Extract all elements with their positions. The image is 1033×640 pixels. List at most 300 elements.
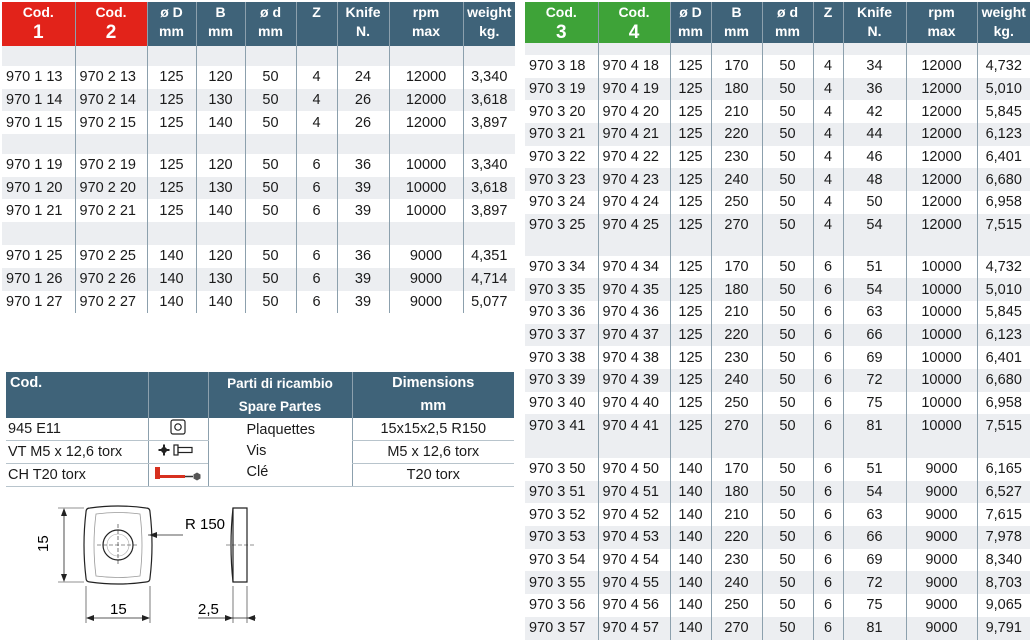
table-row <box>525 123 1030 146</box>
table-cell: 50 <box>762 369 813 392</box>
table-cell: 125 <box>670 256 711 279</box>
table-cell: 69 <box>843 549 906 572</box>
table-cell: 250 <box>711 392 762 415</box>
table-cell: 140 <box>670 594 711 617</box>
spare-name: Plaquettes <box>246 422 316 438</box>
table-cell: 970 3 40 <box>529 394 586 411</box>
table-cell: 36 <box>337 154 389 177</box>
table-cell: 4,732 <box>977 55 1030 78</box>
table-cell: 81 <box>843 617 906 640</box>
table-cell: 125 <box>670 55 711 78</box>
table-cell: 970 4 40 <box>598 392 670 415</box>
table-cell: 125 <box>670 123 711 146</box>
column-header-line1: Cod. <box>95 4 127 20</box>
table-cell: 970 4 38 <box>598 346 670 369</box>
table-cell: 10000 <box>906 278 977 301</box>
table-cell: 970 2 20 <box>75 177 147 200</box>
column-header-line1: weight <box>467 4 512 20</box>
table-cell: 50 <box>245 245 296 268</box>
table-cod-1-2 <box>2 2 515 313</box>
table-cell: 140 <box>670 571 711 594</box>
table-cell: 10000 <box>389 154 463 177</box>
table-cell: 970 3 51 <box>525 481 598 504</box>
table-cell: 970 4 19 <box>598 78 670 101</box>
table-cell: 6 <box>813 526 843 549</box>
table-cell: 6,680 <box>977 369 1030 392</box>
column-header-line2: mm <box>775 23 800 39</box>
table-cell: 50 <box>245 291 296 314</box>
table-cell: 66 <box>843 526 906 549</box>
table-cell: 50 <box>762 481 813 504</box>
table-cell: 970 1 15 <box>6 114 63 131</box>
column-header <box>147 2 196 46</box>
table-cell: 970 3 57 <box>525 617 598 640</box>
table-cell: 220 <box>711 123 762 146</box>
spare-header-icon <box>148 372 208 418</box>
table-cell: 4 <box>813 214 843 237</box>
table-cell: 6 <box>813 458 843 481</box>
spare-dim: T20 torx <box>352 464 514 487</box>
table-cell: 125 <box>147 199 196 222</box>
table-cell: 270 <box>711 414 762 437</box>
column-header-line2: kg. <box>479 23 500 39</box>
table-cell: 7,615 <box>977 503 1030 526</box>
column-header-line1: weight <box>981 4 1026 20</box>
table-cell: 240 <box>711 369 762 392</box>
table-cell: 125 <box>670 324 711 347</box>
column-header <box>843 2 906 43</box>
table-cell: 970 1 20 <box>2 177 75 200</box>
table-cell: 970 3 54 <box>529 552 586 569</box>
column-header-line1: ø D <box>160 4 183 20</box>
column-header-line1: ø d <box>777 4 798 20</box>
spare-code: VT M5 x 12,6 torx <box>6 441 148 464</box>
table-cell: 970 3 18 <box>529 58 586 75</box>
table-cell: 270 <box>711 214 762 237</box>
table-cell: 8,703 <box>977 571 1030 594</box>
table-cell: 970 2 27 <box>75 291 147 314</box>
table-cell: 970 1 21 <box>6 202 63 219</box>
column-header-line1: rpm <box>412 4 440 20</box>
table-cell: 970 2 15 <box>75 111 147 134</box>
table-cell: 50 <box>762 123 813 146</box>
table-cell: 230 <box>711 346 762 369</box>
table-row <box>525 414 1030 437</box>
table-row <box>525 146 1030 169</box>
column-header <box>525 2 598 43</box>
height-dimension: 15 <box>35 535 52 552</box>
table-cell: 9000 <box>906 503 977 526</box>
table-cell: 170 <box>711 458 762 481</box>
table-cell: 6 <box>813 571 843 594</box>
table-cell: 140 <box>147 268 196 291</box>
table-cell: 10000 <box>906 414 977 437</box>
table-cell: 970 4 50 <box>598 458 670 481</box>
table-cell: 3,340 <box>463 66 515 89</box>
table-cell: 12000 <box>906 78 977 101</box>
table-cell: 12000 <box>906 214 977 237</box>
table-cell: 12000 <box>906 123 977 146</box>
table-cell: 39 <box>337 199 389 222</box>
column-header <box>2 2 75 46</box>
table-cell: 50 <box>245 66 296 89</box>
table-cell: 140 <box>670 503 711 526</box>
table-cell: 140 <box>670 526 711 549</box>
table-row <box>2 245 515 268</box>
table-cell: 6 <box>813 392 843 415</box>
table-cell: 140 <box>670 481 711 504</box>
table-cell: 12000 <box>389 66 463 89</box>
table-cell: 50 <box>762 278 813 301</box>
table-cell: 970 3 55 <box>525 571 598 594</box>
table-cell: 54 <box>843 214 906 237</box>
table-cell: 970 3 22 <box>529 149 586 166</box>
table-cell: 970 4 21 <box>598 123 670 146</box>
table-cell: 6,401 <box>977 346 1030 369</box>
table-cell: 6 <box>813 346 843 369</box>
table-cell: 46 <box>843 146 906 169</box>
table-cell: 970 2 26 <box>75 268 147 291</box>
table-cell: 4 <box>813 55 843 78</box>
table-cell: 50 <box>762 214 813 237</box>
table-cell: 970 1 26 <box>2 268 75 291</box>
table-cell: 4,351 <box>463 245 515 268</box>
table-cell: 6 <box>813 369 843 392</box>
table-cell: 75 <box>843 594 906 617</box>
table-cell: 39 <box>337 268 389 291</box>
table-cell: 970 3 37 <box>525 324 598 347</box>
spare-dim: M5 x 12,6 torx <box>352 441 514 464</box>
table-row <box>2 199 515 222</box>
table-cell: 6 <box>813 278 843 301</box>
table-cell: 50 <box>762 346 813 369</box>
table-cell: 50 <box>762 301 813 324</box>
table-cell: 125 <box>670 369 711 392</box>
column-header <box>463 2 515 46</box>
table-cell: 10000 <box>906 346 977 369</box>
table-cell: 50 <box>245 89 296 112</box>
table-cell: 6 <box>296 245 337 268</box>
table-cell: 9000 <box>906 571 977 594</box>
table-cell: 54 <box>843 481 906 504</box>
table-cell: 7,515 <box>977 214 1030 237</box>
column-header <box>762 2 813 43</box>
table-cell: 970 3 35 <box>525 278 598 301</box>
table-cell: 970 4 56 <box>598 594 670 617</box>
table-row <box>2 154 515 177</box>
table-cell: 50 <box>762 324 813 347</box>
table-row <box>525 369 1030 392</box>
spare-code: 945 E11 <box>6 418 148 441</box>
column-header-line1: B <box>731 4 742 20</box>
table-cell: 24 <box>337 66 389 89</box>
table-cell: 270 <box>711 617 762 640</box>
column-header-line2: mm <box>258 23 283 39</box>
table-cell: 970 3 23 <box>525 168 598 191</box>
table-cell: 6,680 <box>977 168 1030 191</box>
table-cell: 6,958 <box>977 191 1030 214</box>
table-cell: 10000 <box>389 199 463 222</box>
table-cell: 51 <box>843 256 906 279</box>
column-header <box>906 2 977 43</box>
table-cell: 6,958 <box>977 392 1030 415</box>
column-header-line2: 2 <box>105 22 117 43</box>
table-cell: 140 <box>196 291 245 314</box>
table-cell: 50 <box>762 392 813 415</box>
table-cell: 970 4 54 <box>598 549 670 572</box>
table-cell: 4 <box>296 66 337 89</box>
table-cell: 130 <box>196 89 245 112</box>
table-cell: 50 <box>762 146 813 169</box>
table-cell: 130 <box>196 268 245 291</box>
table-row <box>525 214 1030 237</box>
table-cell: 170 <box>711 55 762 78</box>
table-cell: 51 <box>843 458 906 481</box>
table-cell: 9000 <box>906 617 977 640</box>
table-cell: 3,618 <box>463 89 515 112</box>
table-cell: 240 <box>711 168 762 191</box>
table-cell: 9000 <box>906 458 977 481</box>
table-cell: 50 <box>762 594 813 617</box>
table-cell: 12000 <box>906 146 977 169</box>
table-cell: 6 <box>813 414 843 437</box>
column-header-line2: max <box>411 23 441 39</box>
table-cell: 10000 <box>906 369 977 392</box>
column-header-line1: Knife <box>857 4 892 20</box>
table-cell: 12000 <box>389 89 463 112</box>
table-row <box>2 268 515 291</box>
spare-parts-table <box>6 372 514 487</box>
table-cell: 970 3 34 <box>529 258 586 275</box>
table-row <box>525 594 1030 617</box>
spare-header-dim-line1: Dimensions <box>392 375 475 391</box>
table-cell: 9000 <box>389 291 463 314</box>
table-cell: 7,515 <box>977 414 1030 437</box>
spare-header-dim-line2: mm <box>420 398 447 414</box>
table-cell: 125 <box>147 89 196 112</box>
table-cell: 39 <box>337 291 389 314</box>
column-header <box>977 2 1030 43</box>
column-header-line1: ø D <box>679 4 702 20</box>
table-cell: 970 3 39 <box>525 369 598 392</box>
spare-name: Clé <box>246 464 269 480</box>
table-cell: 970 2 14 <box>75 89 147 112</box>
table-cell: 69 <box>843 346 906 369</box>
table-cell: 50 <box>245 177 296 200</box>
column-header-line2: mm <box>208 23 233 39</box>
table-row <box>525 392 1030 415</box>
table-cell: 42 <box>843 100 906 123</box>
table-cell: 3,618 <box>463 177 515 200</box>
table-cell: 6,527 <box>977 481 1030 504</box>
column-header-line2: 4 <box>628 22 640 43</box>
table-cell: 50 <box>762 100 813 123</box>
table-cell: 26 <box>337 89 389 112</box>
table-cell: 970 4 39 <box>598 369 670 392</box>
table-cell: 230 <box>711 146 762 169</box>
table-cell: 6 <box>813 324 843 347</box>
table-cell: 4 <box>296 89 337 112</box>
table-cell: 6 <box>813 256 843 279</box>
column-header-line1: Cod. <box>545 4 577 20</box>
table-cell: 26 <box>337 111 389 134</box>
table-cell: 970 2 25 <box>75 245 147 268</box>
table-cell: 6 <box>813 301 843 324</box>
table-cell: 970 3 50 <box>529 461 586 478</box>
group-spacer <box>525 237 1030 256</box>
table-cell: 50 <box>762 549 813 572</box>
table-cell: 6,165 <box>977 458 1030 481</box>
table-cell: 220 <box>711 324 762 347</box>
table-row <box>525 458 1030 481</box>
table-cell: 970 3 41 <box>525 414 598 437</box>
table-cell: 140 <box>196 199 245 222</box>
table-cell: 6 <box>296 268 337 291</box>
spare-header-parts-line1: Parti di ricambio <box>227 376 333 391</box>
table-row <box>525 78 1030 101</box>
column-header-line1: ø d <box>260 4 281 20</box>
torx-key-icon <box>148 464 208 487</box>
table-cell: 12000 <box>389 111 463 134</box>
table-row <box>525 278 1030 301</box>
table-cell: 220 <box>711 526 762 549</box>
table-cell: 970 1 14 <box>2 89 75 112</box>
table-cell: 125 <box>147 111 196 134</box>
table-cell: 50 <box>762 414 813 437</box>
column-header-line1: Cod. <box>618 4 650 20</box>
table-cell: 140 <box>147 245 196 268</box>
table-cell: 125 <box>670 301 711 324</box>
table-cell: 4,732 <box>977 256 1030 279</box>
table-cell: 50 <box>762 191 813 214</box>
table-cell: 50 <box>245 154 296 177</box>
table-cell: 39 <box>337 177 389 200</box>
column-header-line1: rpm <box>928 4 955 20</box>
table-cell: 970 1 19 <box>6 157 63 174</box>
column-header-line2: 3 <box>555 22 567 43</box>
table-cell: 66 <box>843 324 906 347</box>
table-cell: 125 <box>147 66 196 89</box>
table-cell: 140 <box>670 617 711 640</box>
table-cell: 4,714 <box>463 268 515 291</box>
table-cell: 72 <box>843 369 906 392</box>
column-header <box>670 2 711 43</box>
column-header <box>711 2 762 43</box>
table-row <box>525 549 1030 572</box>
table-cell: 125 <box>670 278 711 301</box>
table-cod-3-4 <box>525 2 1030 640</box>
table-cell: 6 <box>813 481 843 504</box>
table-cell: 6 <box>813 503 843 526</box>
table-row <box>525 256 1030 279</box>
table-cell: 7,978 <box>977 526 1030 549</box>
column-header <box>598 2 670 43</box>
column-header-line2: mm <box>678 23 703 39</box>
table-cell: 50 <box>762 458 813 481</box>
table-cell: 970 4 55 <box>598 571 670 594</box>
column-header-line2: mm <box>159 23 184 39</box>
table-cell: 125 <box>670 191 711 214</box>
table-cell: 970 3 20 <box>529 103 586 120</box>
table-cell: 4 <box>813 123 843 146</box>
table-cell: 125 <box>670 100 711 123</box>
table-cell: 36 <box>337 245 389 268</box>
table-cell: 9,065 <box>977 594 1030 617</box>
table-cell: 140 <box>147 291 196 314</box>
column-header-line2: 1 <box>32 22 44 43</box>
column-header-line1: Z <box>823 4 833 20</box>
table-cell: 50 <box>762 55 813 78</box>
table-cell: 50 <box>762 256 813 279</box>
spare-name: Vis <box>246 443 267 459</box>
column-header <box>296 2 337 46</box>
spare-header-dim <box>352 372 514 418</box>
spare-dim: 15x15x2,5 R150 <box>352 418 514 441</box>
column-header <box>75 2 147 46</box>
table-cell: 6 <box>296 199 337 222</box>
table-cell: 180 <box>711 78 762 101</box>
spare-header-parts <box>208 372 352 418</box>
table-cell: 54 <box>843 278 906 301</box>
table-cell: 170 <box>711 256 762 279</box>
table-cell: 50 <box>245 268 296 291</box>
table-row <box>525 55 1030 78</box>
table-cell: 36 <box>843 78 906 101</box>
table-cell: 250 <box>711 191 762 214</box>
table-row <box>525 526 1030 549</box>
table-cell: 970 4 20 <box>598 100 670 123</box>
table-cell: 5,845 <box>977 100 1030 123</box>
table-cell: 970 4 25 <box>598 214 670 237</box>
table-row <box>2 66 515 89</box>
table-cell: 63 <box>843 301 906 324</box>
table-cell: 12000 <box>906 55 977 78</box>
table-cell: 125 <box>670 146 711 169</box>
table-cell: 970 4 52 <box>598 503 670 526</box>
table-cell: 970 3 53 <box>525 526 598 549</box>
column-header-line1: B <box>215 4 226 20</box>
table-cell: 970 4 34 <box>598 256 670 279</box>
column-header <box>813 2 843 43</box>
group-spacer <box>2 222 515 245</box>
table-cell: 75 <box>843 392 906 415</box>
column-header-line2: mm <box>724 23 749 39</box>
table-cell: 970 3 25 <box>525 214 598 237</box>
table-cell: 120 <box>196 66 245 89</box>
table-cell: 970 4 57 <box>598 617 670 640</box>
table-cell: 125 <box>670 414 711 437</box>
table-row <box>525 100 1030 123</box>
table-cell: 970 1 27 <box>6 293 63 310</box>
spare-header-parts-line2: Spare Partes <box>238 399 322 414</box>
insert-icon <box>148 418 208 441</box>
table-cell: 9000 <box>906 526 977 549</box>
table-cell: 4 <box>813 168 843 191</box>
table-cell: 50 <box>762 78 813 101</box>
header-row <box>525 2 1030 43</box>
table-cell: 970 2 13 <box>75 66 147 89</box>
table-cell: 3,897 <box>463 111 515 134</box>
table-cell: 970 2 21 <box>75 199 147 222</box>
table-cell: 50 <box>762 571 813 594</box>
table-cell: 50 <box>762 617 813 640</box>
table-cell: 970 4 53 <box>598 526 670 549</box>
table-cell: 72 <box>843 571 906 594</box>
table-cell: 970 4 35 <box>598 278 670 301</box>
table-cell: 970 4 22 <box>598 146 670 169</box>
table-cell: 6 <box>296 154 337 177</box>
table-cell: 10000 <box>906 324 977 347</box>
